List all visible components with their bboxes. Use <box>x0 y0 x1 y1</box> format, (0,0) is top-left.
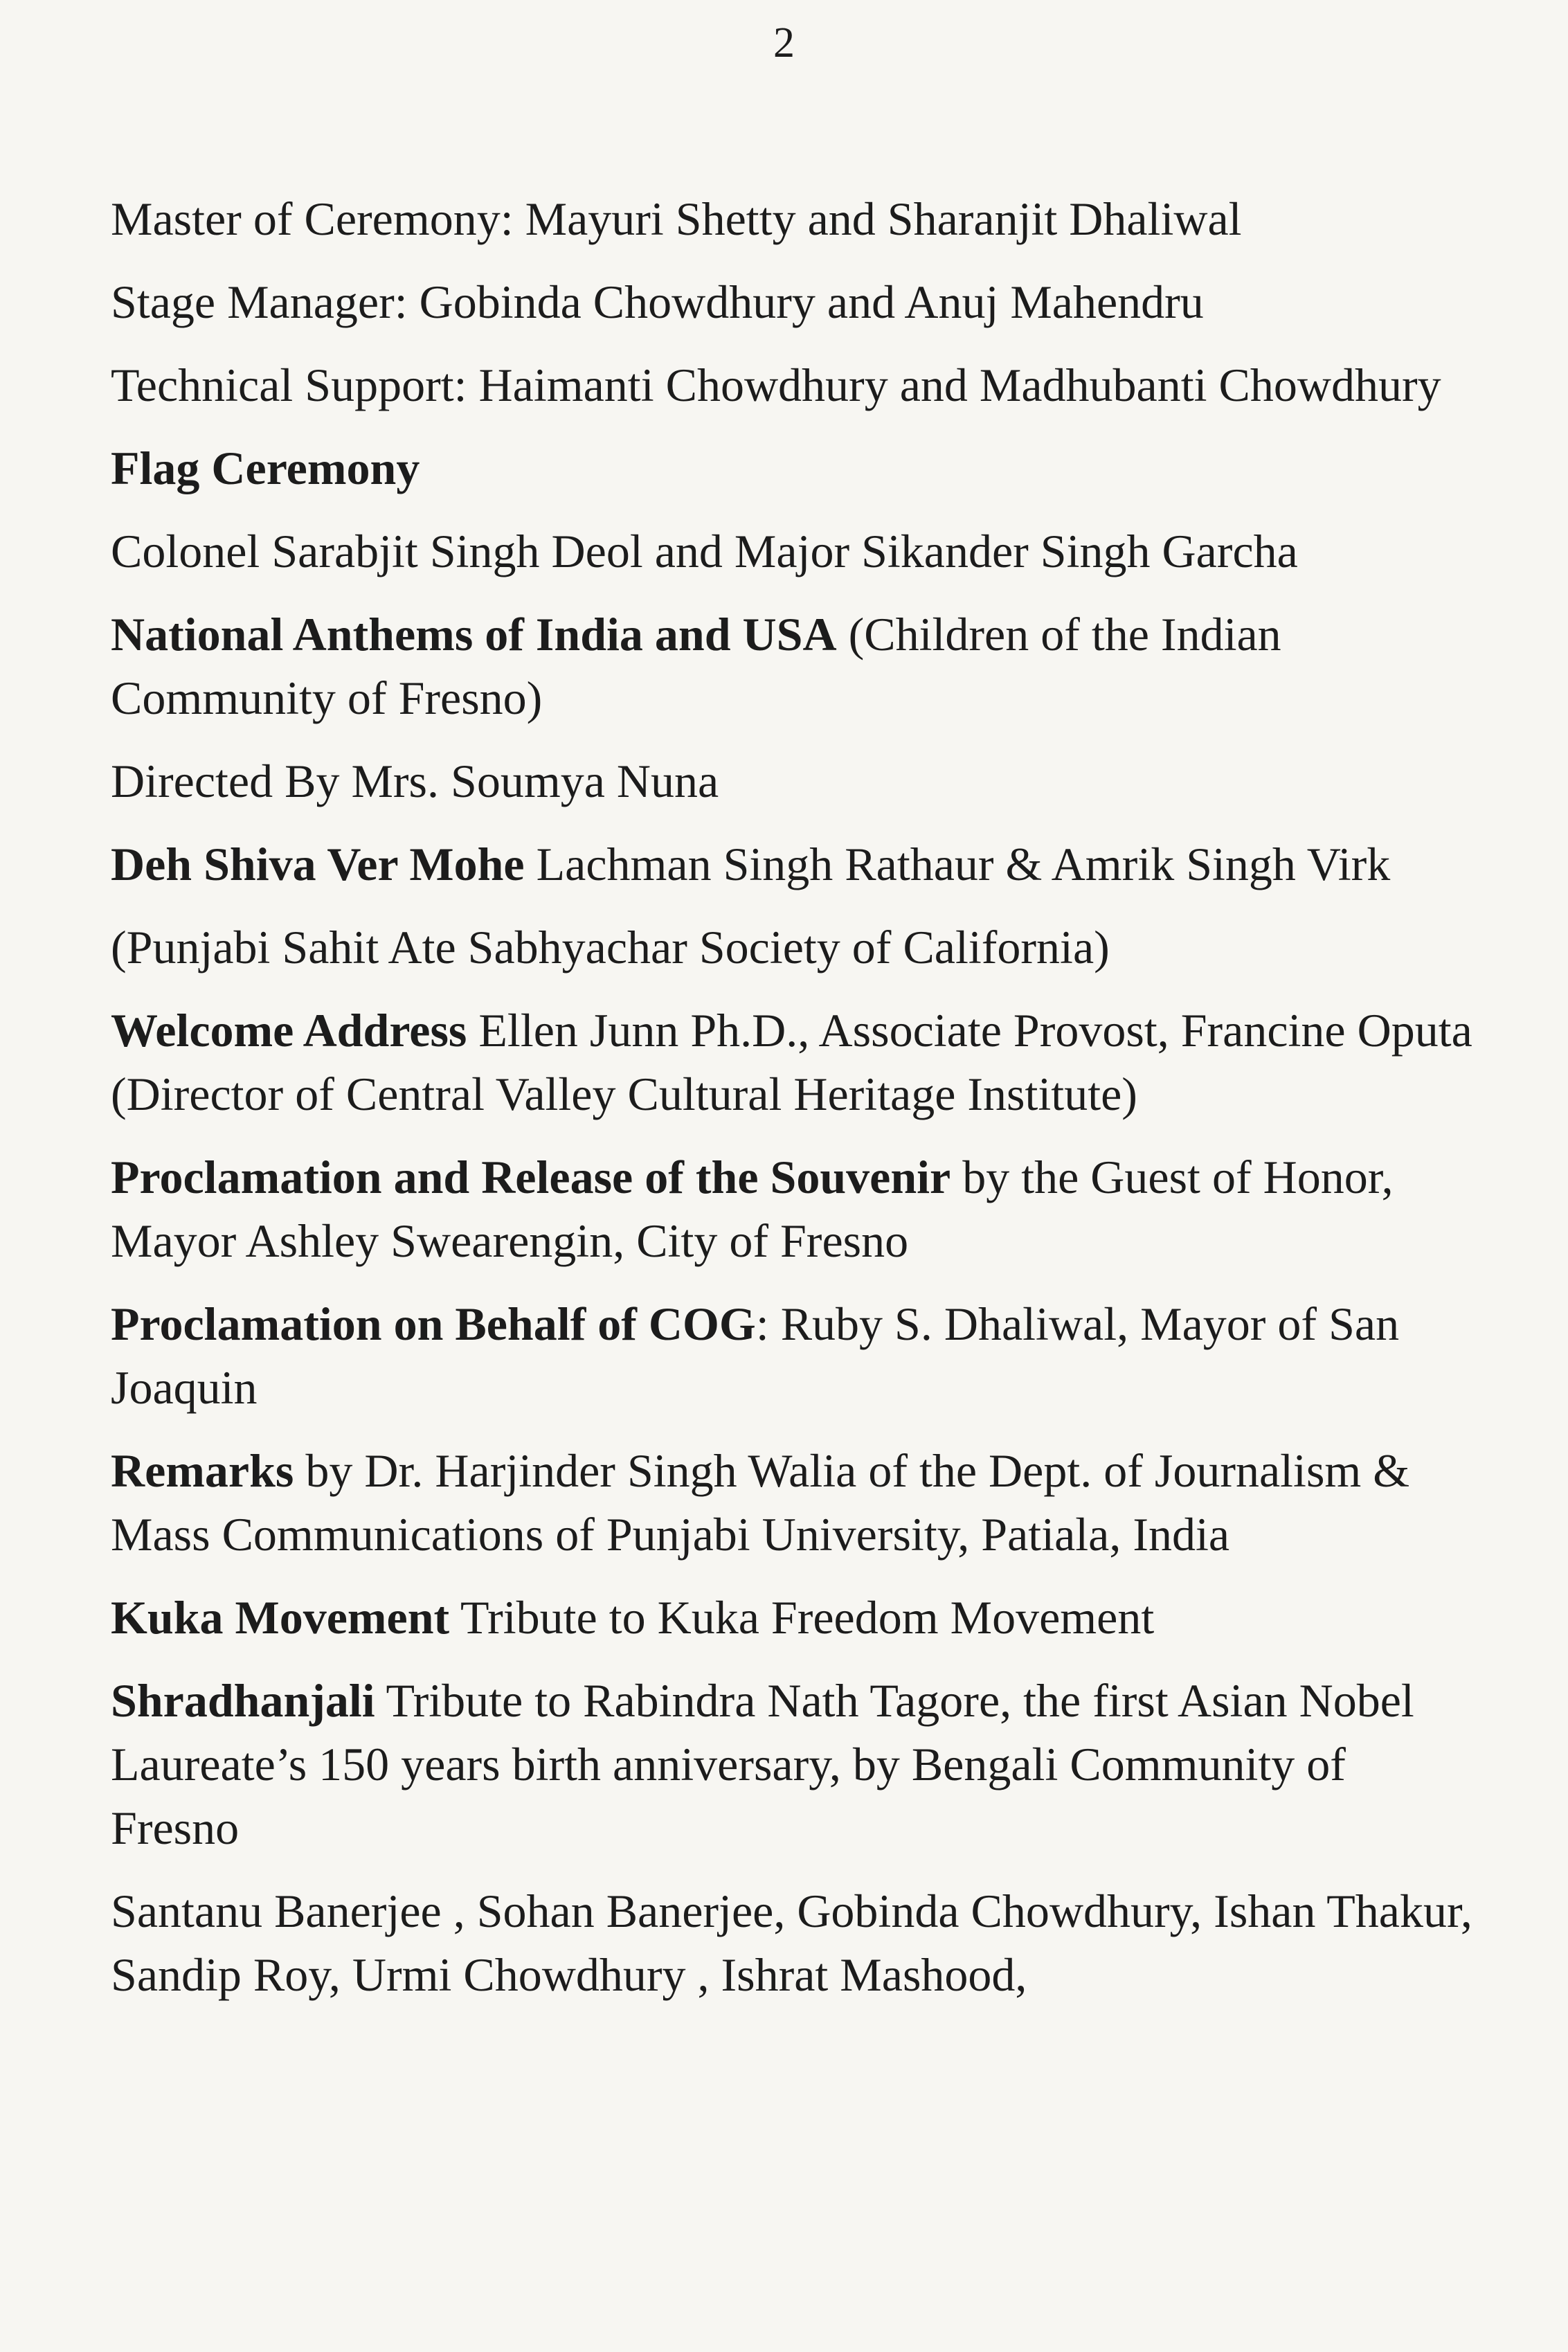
entry-text: by the Guest of Honor, Mayor Ashley Swearengin, City of Fresno <box>111 1151 1394 1267</box>
program-entry-stage-manager <box>111 270 1481 334</box>
program-entry-national-anthems <box>111 602 1481 730</box>
entry-text: (Punjabi Sahit Ate Sabhyachar Society of California) <box>111 921 1110 973</box>
program-entry-deh-shiva <box>111 832 1481 896</box>
entry-text: (Children of the Indian Community of Fresno) <box>111 608 1281 724</box>
entry-text: Stage Manager: Gobinda Chowdhury and Anuj Mahendru <box>111 276 1204 328</box>
entry-text: Master of Ceremony: Mayuri Shetty and Sharanjit Dhaliwal <box>111 192 1242 245</box>
program-entry-welcome-address <box>111 998 1481 1126</box>
program-entry-proclamation-souvenir <box>111 1145 1481 1273</box>
entry-heading: Deh Shiva Ver Mohe <box>111 838 525 890</box>
entry-text: Santanu Banerjee , Sohan Banerjee, Gobinda Chowdhury, Ishan Thakur, Sandip Roy, Urmi Chowdhury , Ishrat Mashood, <box>111 1885 1472 2001</box>
program-entry-flag-ceremony-names <box>111 519 1481 583</box>
entry-heading: Proclamation and Release of the Souvenir <box>111 1151 951 1203</box>
entry-heading: Welcome Address <box>111 1004 467 1057</box>
page-number: 2 <box>773 19 795 66</box>
entry-heading: National Anthems of India and USA <box>111 608 837 661</box>
program-entry-technical-support <box>111 353 1481 417</box>
program-entry-performers <box>111 1879 1481 2007</box>
entry-text: Directed By Mrs. Soumya Nuna <box>111 755 719 807</box>
entry-heading: Remarks <box>111 1444 294 1497</box>
entry-heading: Flag Ceremony <box>111 442 420 494</box>
entry-text: Ellen Junn Ph.D., Associate Provost, Francine Oputa (Director of Central Valley Cultural Heritage Institute) <box>111 1004 1472 1120</box>
entry-text: Tribute to Rabindra Nath Tagore, the first Asian Nobel Laureate’s 150 years birth anniversary, by Bengali Community of Fresno <box>111 1674 1414 1854</box>
program-entry-flag-ceremony-heading <box>111 436 1481 500</box>
program-entry-punjabi-society <box>111 915 1481 979</box>
entry-text: : Ruby S. Dhaliwal, Mayor of San Joaquin <box>111 1298 1400 1414</box>
entry-heading: Shradhanjali <box>111 1674 375 1727</box>
entry-heading: Proclamation on Behalf of COG <box>111 1298 756 1350</box>
program-entry-shradhanjali <box>111 1669 1481 1860</box>
entry-text: Lachman Singh Rathaur & Amrik Singh Virk <box>524 838 1391 890</box>
program-entry-proclamation-cog <box>111 1292 1481 1419</box>
program-entry-kuka-movement <box>111 1586 1481 1649</box>
entry-text: by Dr. Harjinder Singh Walia of the Dept. of Journalism & Mass Communications of Punjabi University, Patiala, India <box>111 1444 1410 1561</box>
program-entry-master-of-ceremony <box>111 187 1481 251</box>
entry-heading: Kuka Movement <box>111 1591 450 1644</box>
entry-text: Technical Support: Haimanti Chowdhury and Madhubanti Chowdhury <box>111 359 1441 411</box>
program-entry-directed-by <box>111 749 1481 813</box>
entry-text: Colonel Sarabjit Singh Deol and Major Sikander Singh Garcha <box>111 525 1298 577</box>
entry-text: Tribute to Kuka Freedom Movement <box>449 1591 1155 1644</box>
program-entry-remarks <box>111 1439 1481 1566</box>
program-list <box>111 187 1481 2026</box>
